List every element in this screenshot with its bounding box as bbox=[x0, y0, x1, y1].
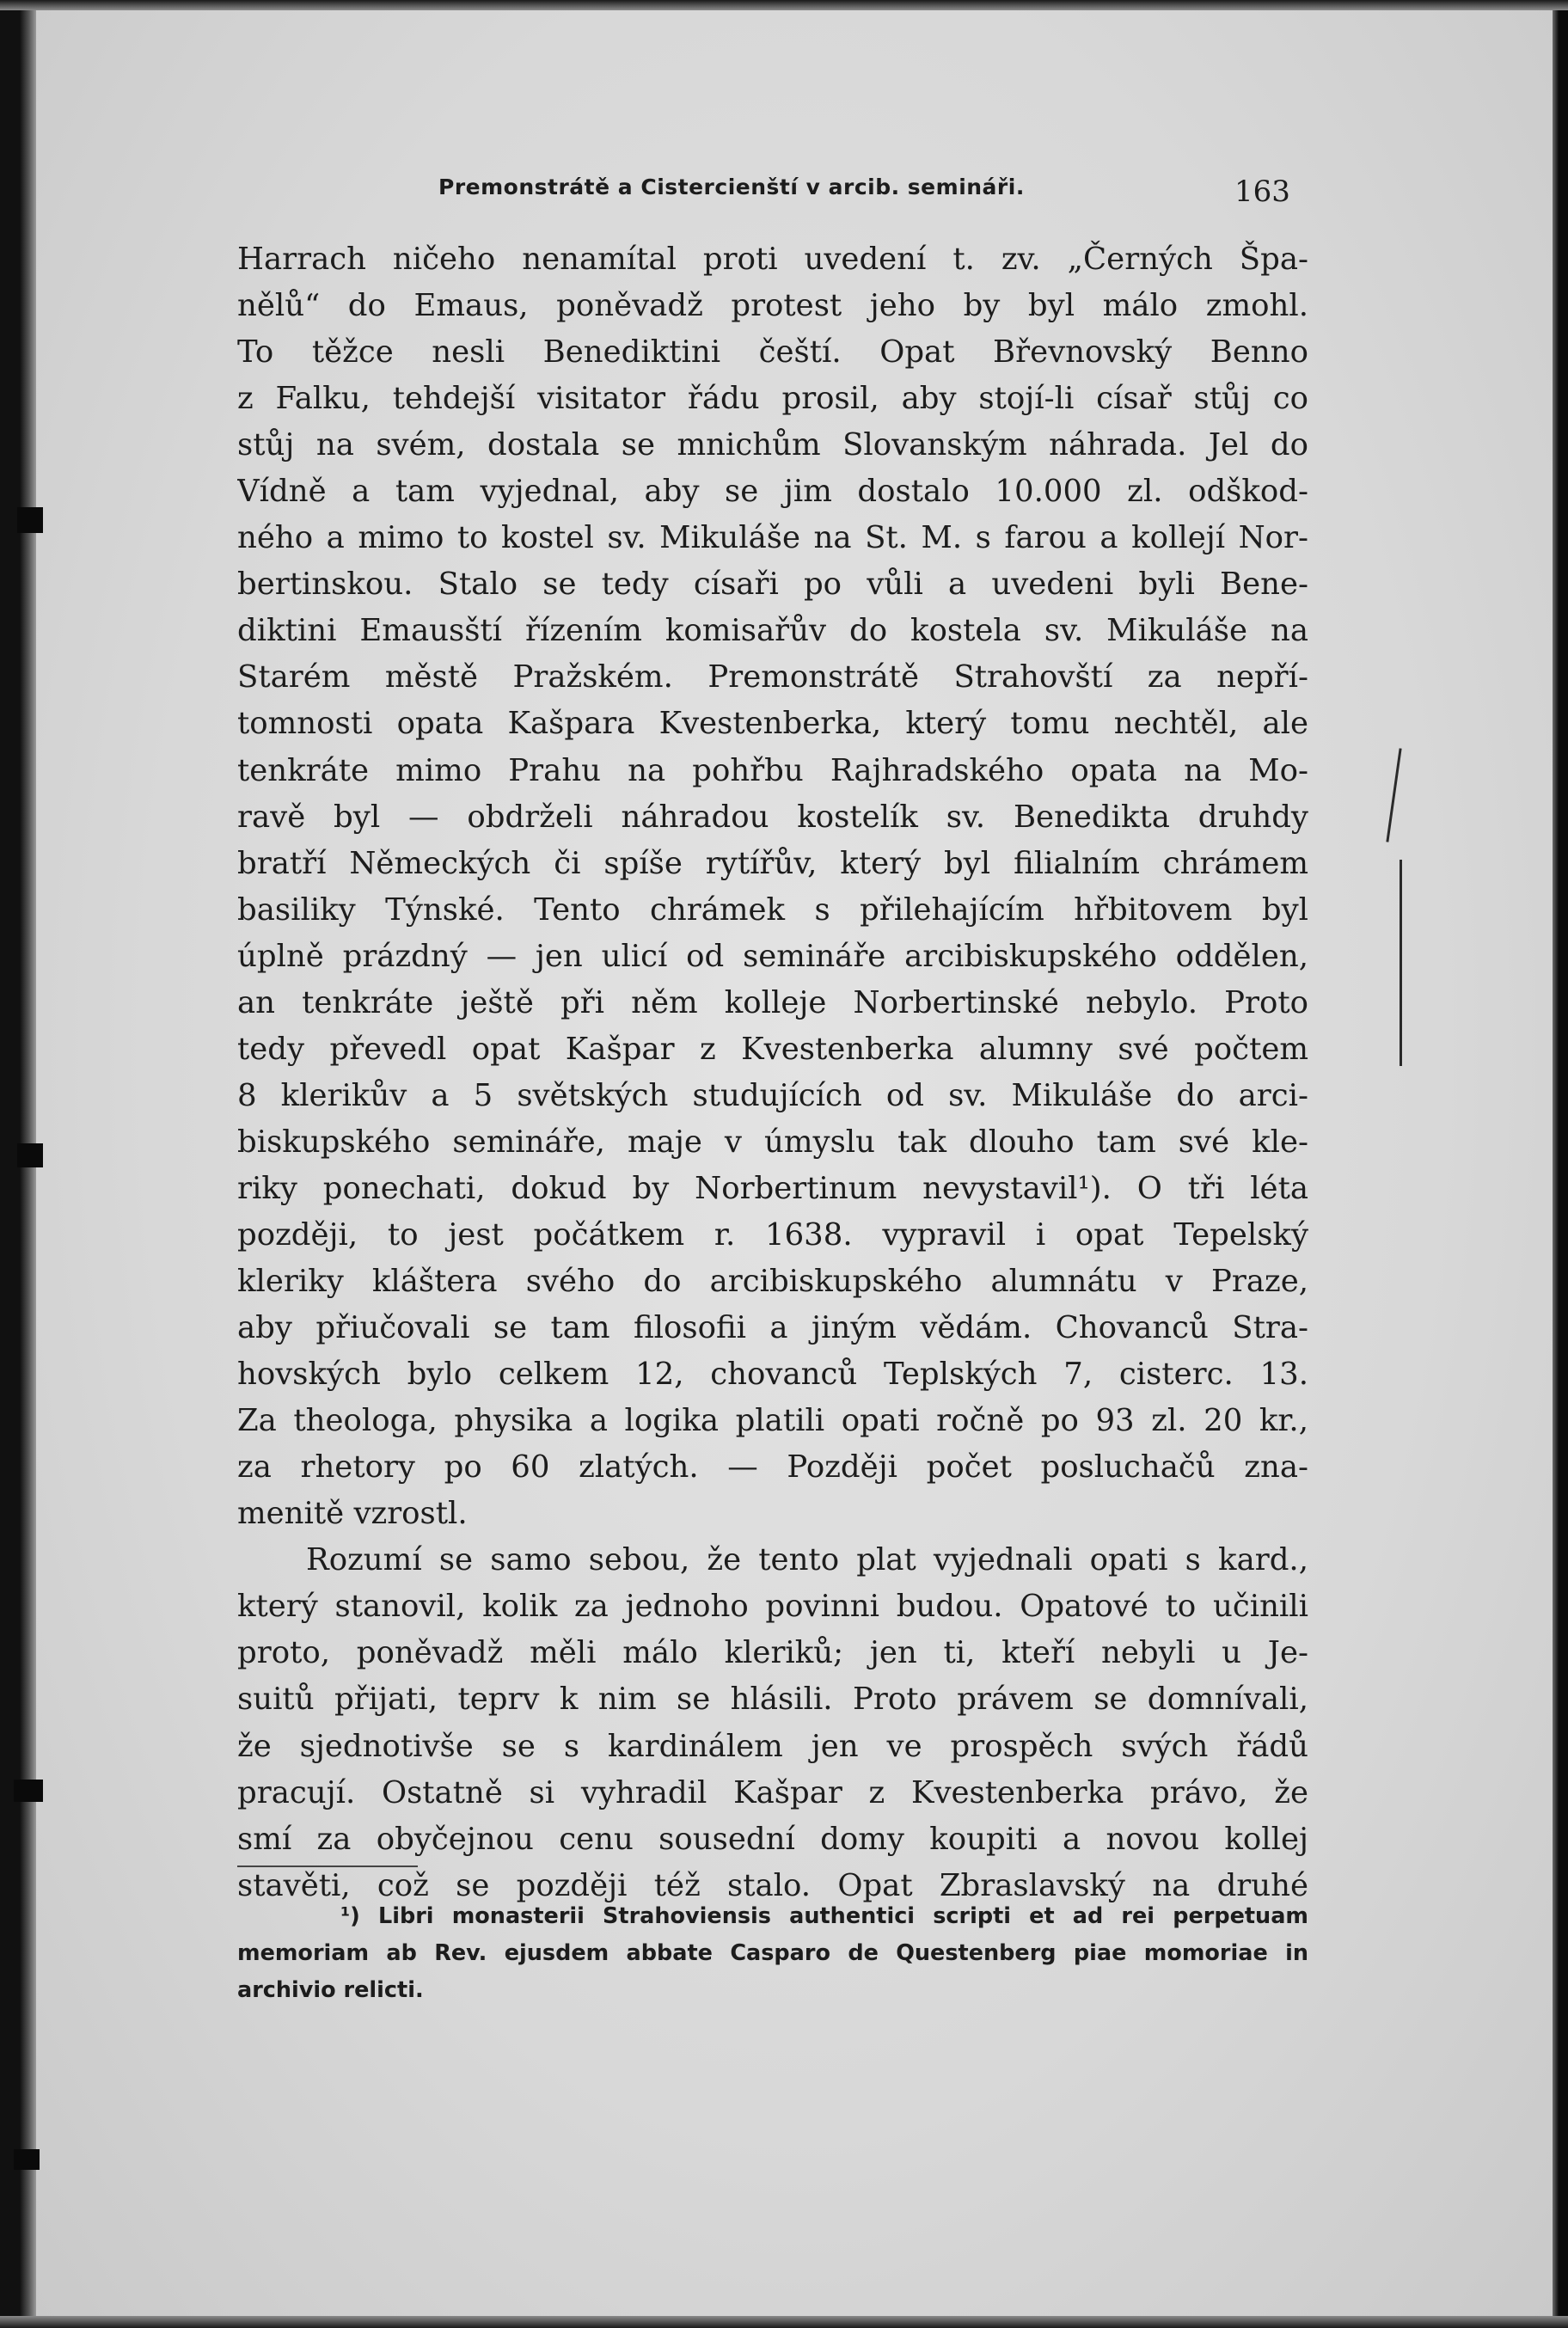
text-line: Vídně a tam vyjednal, aby se jim dostalo 10.000 zl. odškod- bbox=[237, 474, 1308, 510]
text-line: z Falku, tehdejší visitator řádu prosil, aby stojí-li císař stůj co bbox=[237, 381, 1308, 417]
text-line: stůj na svém, dostala se mnichům Slovanským náhrada. Jel do bbox=[237, 427, 1308, 463]
text-line: Starém městě Pražském. Premonstrátě Strahovští za nepří- bbox=[237, 659, 1308, 695]
text-line: pracují. Ostatně si vyhradil Kašpar z Kvestenberka právo, že bbox=[237, 1774, 1308, 1810]
scan-artefact bbox=[17, 1143, 43, 1167]
text-line: ného a mimo to kostel sv. Mikuláše na St. M. s farou a kollejí Nor- bbox=[237, 520, 1308, 556]
text-line: který stanovil, kolik za jednoho povinni budou. Opatové to učinili bbox=[237, 1589, 1308, 1625]
scan-artefact bbox=[14, 2149, 40, 2170]
text-line: úplně prázdný — jen ulicí od semináře arcibiskupského oddělen, bbox=[237, 938, 1308, 974]
text-line: suitů přijati, teprv k nim se hlásili. Proto právem se domnívali, bbox=[237, 1682, 1308, 1718]
text-line: diktini Emausští řízením komisařův do kostela sv. Mikuláše na bbox=[237, 613, 1308, 649]
scan-artefact bbox=[17, 507, 43, 533]
text-line: Za theologa, physika a logika platili opati ročně po 93 zl. 20 kr., bbox=[237, 1403, 1308, 1439]
page-number: 163 bbox=[1234, 175, 1290, 209]
text-line: To těžce nesli Benediktini čeští. Opat Břevnovský Benno bbox=[237, 334, 1308, 371]
text-line: riky ponechati, dokud by Norbertinum nevystavil¹). O tři léta bbox=[237, 1170, 1308, 1206]
text-line: biskupského semináře, maje v úmyslu tak dlouho tam své kle- bbox=[237, 1124, 1308, 1160]
text-line: tedy převedl opat Kašpar z Kvestenberka alumny své počtem bbox=[237, 1031, 1308, 1067]
text-line: že sjednotivše se s kardinálem jen ve prospěch svých řádů bbox=[237, 1728, 1308, 1764]
text-line: proto, poněvadž měli málo kleriků; jen ti, kteří nebyli u Je- bbox=[237, 1635, 1308, 1671]
footnote-line: memoriam ab Rev. ejusdem abbate Casparo de Questenberg piae momoriae in bbox=[237, 1940, 1308, 1966]
body-text bbox=[237, 236, 1308, 1909]
text-line: hovských bylo celkem 12, chovanců Teplských 7, cisterc. 13. bbox=[237, 1357, 1308, 1393]
text-line: tomnosti opata Kašpara Kvestenberka, který tomu nechtěl, ale bbox=[237, 706, 1308, 742]
text-line: menitě vzrostl. bbox=[237, 1496, 468, 1532]
footnote-line: archivio relicti. bbox=[237, 1977, 424, 2003]
text-line: stavěti, což se později též stalo. Opat Zbraslavský na druhé bbox=[237, 1867, 1308, 1903]
margin-pencil-mark bbox=[1386, 748, 1401, 842]
text-line: basiliky Týnské. Tento chrámek s přilehajícím hřbitovem byl bbox=[237, 891, 1308, 928]
text-line: později, to jest počátkem r. 1638. vypravil i opat Tepelský bbox=[237, 1216, 1308, 1253]
footnote bbox=[237, 1898, 1308, 2009]
margin-pencil-mark bbox=[1400, 860, 1402, 1066]
text-line: za rhetory po 60 zlatých. — Později počet posluchačů zna- bbox=[237, 1449, 1308, 1486]
text-line: kleriky kláštera svého do arcibiskupského alumnátu v Praze, bbox=[237, 1264, 1308, 1300]
text-line: bertinskou. Stalo se tedy císaři po vůli a uvedeni byli Bene- bbox=[237, 567, 1308, 603]
text-line: 8 klerikův a 5 světských studujících od sv. Mikuláše do arci- bbox=[237, 1077, 1308, 1113]
text-line: Rozumí se samo sebou, že tento plat vyjednali opati s kard., bbox=[306, 1542, 1308, 1578]
footnote-rule bbox=[237, 1865, 418, 1867]
text-line: Harrach ničeho nenamítal proti uvedení t. zv. „Černých Špa- bbox=[237, 242, 1308, 277]
footnote-line: ¹) Libri monasterii Strahoviensis authentici scripti et ad rei perpetuam bbox=[340, 1903, 1308, 1929]
text-line: nělů“ do Emaus, poněvadž protest jeho by byl málo zmohl. bbox=[237, 288, 1308, 324]
text-line: smí za obyčejnou cenu sousední domy koupiti a novou kollej bbox=[237, 1821, 1308, 1857]
text-line: bratří Německých či spíše rytířův, který byl filialním chrámem bbox=[237, 845, 1308, 881]
scan-artefact bbox=[14, 1780, 43, 1802]
text-line: aby přiučovali se tam filosofii a jiným vědám. Chovanců Stra- bbox=[237, 1310, 1308, 1346]
running-head: Premonstrátě a Cistercienští v arcib. semináři. bbox=[438, 175, 1025, 199]
text-line: tenkráte mimo Prahu na pohřbu Rajhradského opata na Mo- bbox=[237, 752, 1308, 788]
text-line: ravě byl — obdrželi náhradou kostelík sv. Benedikta druhdy bbox=[237, 799, 1308, 835]
text-line: an tenkráte ještě při něm kolleje Norbertinské nebylo. Proto bbox=[237, 984, 1308, 1020]
